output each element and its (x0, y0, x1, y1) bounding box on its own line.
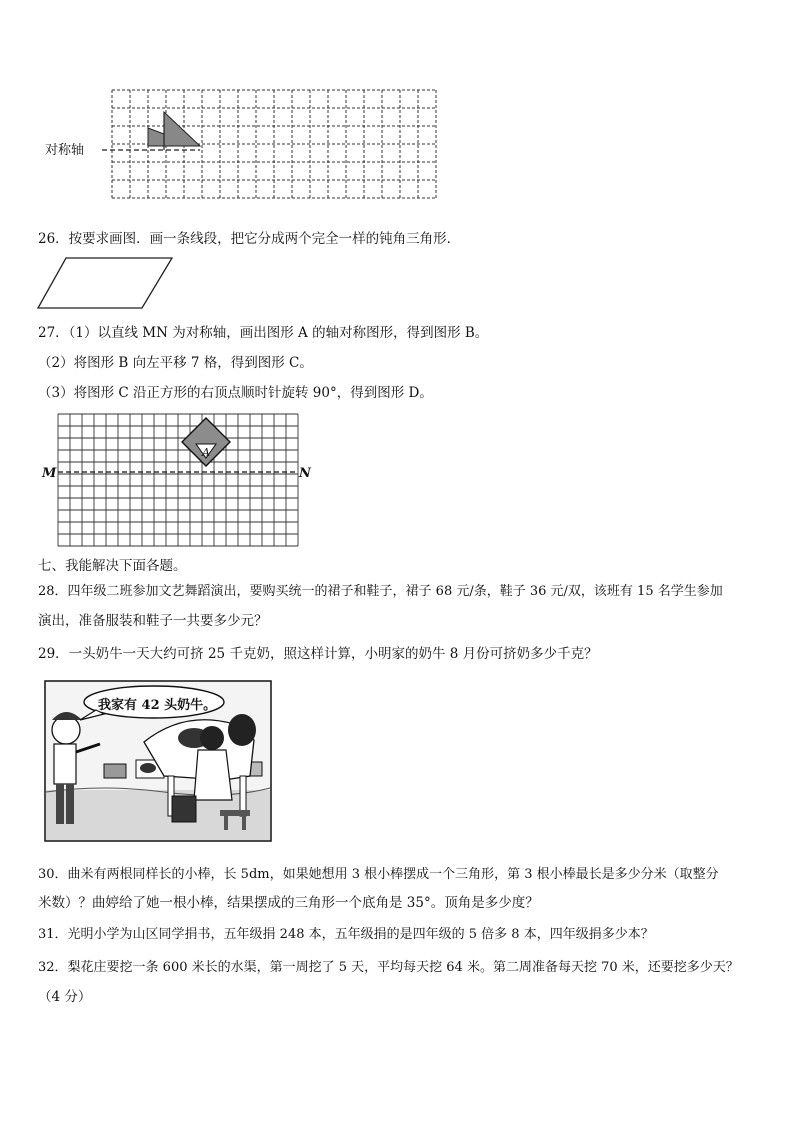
label-m: M (42, 466, 57, 481)
fig25 (40, 84, 440, 210)
shape-triangle (164, 112, 200, 146)
section-7-title: 七、我能解决下面各题。 (38, 558, 187, 574)
speech-bubble-text: 我家有 42 头奶牛。 (98, 698, 217, 713)
question-29: 29．一头奶牛一天大约可挤 25 千克奶，照这样计算，小明家的奶牛 8 月份可挤奶多少千克？ (38, 646, 598, 662)
question-27-part3: （3）将图形 C 沿正方形的右顶点顺时针旋转 90°，得到图形 D。 (38, 385, 433, 401)
question-28-line2: 演出，准备服装和鞋子一共要多少元？ (38, 613, 268, 629)
question-31: 31．光明小学为山区同学捐书，五年级捐 248 本，五年级捐的是四年级的 5 倍多 8 本，四年级捐多少本？ (38, 927, 654, 942)
fig27-grid (40, 412, 320, 552)
fig25-grid (40, 84, 440, 210)
shape-a-label: A (202, 446, 210, 459)
question-32-line1: 32．梨花庄要挖一条 600 米长的水渠，第一周挖了 5 天，平均每天挖 64 米。第二周准备每天挖 70 米，还要挖多少天？ (38, 960, 739, 975)
axis-label: 对称轴 (45, 143, 85, 158)
question-30-line1: 30．曲米有两根同样长的小棒，长 5dm，如果她想用 3 根小棒摆成一个三角形，第 3 根小棒最长是多少分米（取整分 (38, 867, 719, 882)
question-32-line2: （4 分） (38, 989, 92, 1005)
parallelogram (36, 256, 176, 312)
fig27 (40, 412, 320, 552)
question-27-part1: 27．（1）以直线 MN 为对称轴，画出图形 A 的轴对称图形，得到图形 B。 (38, 325, 489, 341)
question-26: 26．按要求画图．画一条线段，把它分成两个完全一样的钝角三角形． (38, 231, 461, 247)
cartoon-illustration (44, 680, 272, 842)
question-30-line2: 米数）？曲婷给了她一根小棒，结果摆成的三角形一个底角是 35°。顶角是多少度？ (38, 895, 539, 911)
question-27-part2: （2）将图形 B 向左平移 7 格，得到图形 C。 (38, 355, 313, 371)
question-28-line1: 28．四年级二班参加文艺舞蹈演出，要购买统一的裙子和鞋子，裙子 68 元/条，鞋子 36 元/双，该班有 15 名学生参加 (38, 584, 723, 599)
label-n: N (299, 466, 311, 481)
